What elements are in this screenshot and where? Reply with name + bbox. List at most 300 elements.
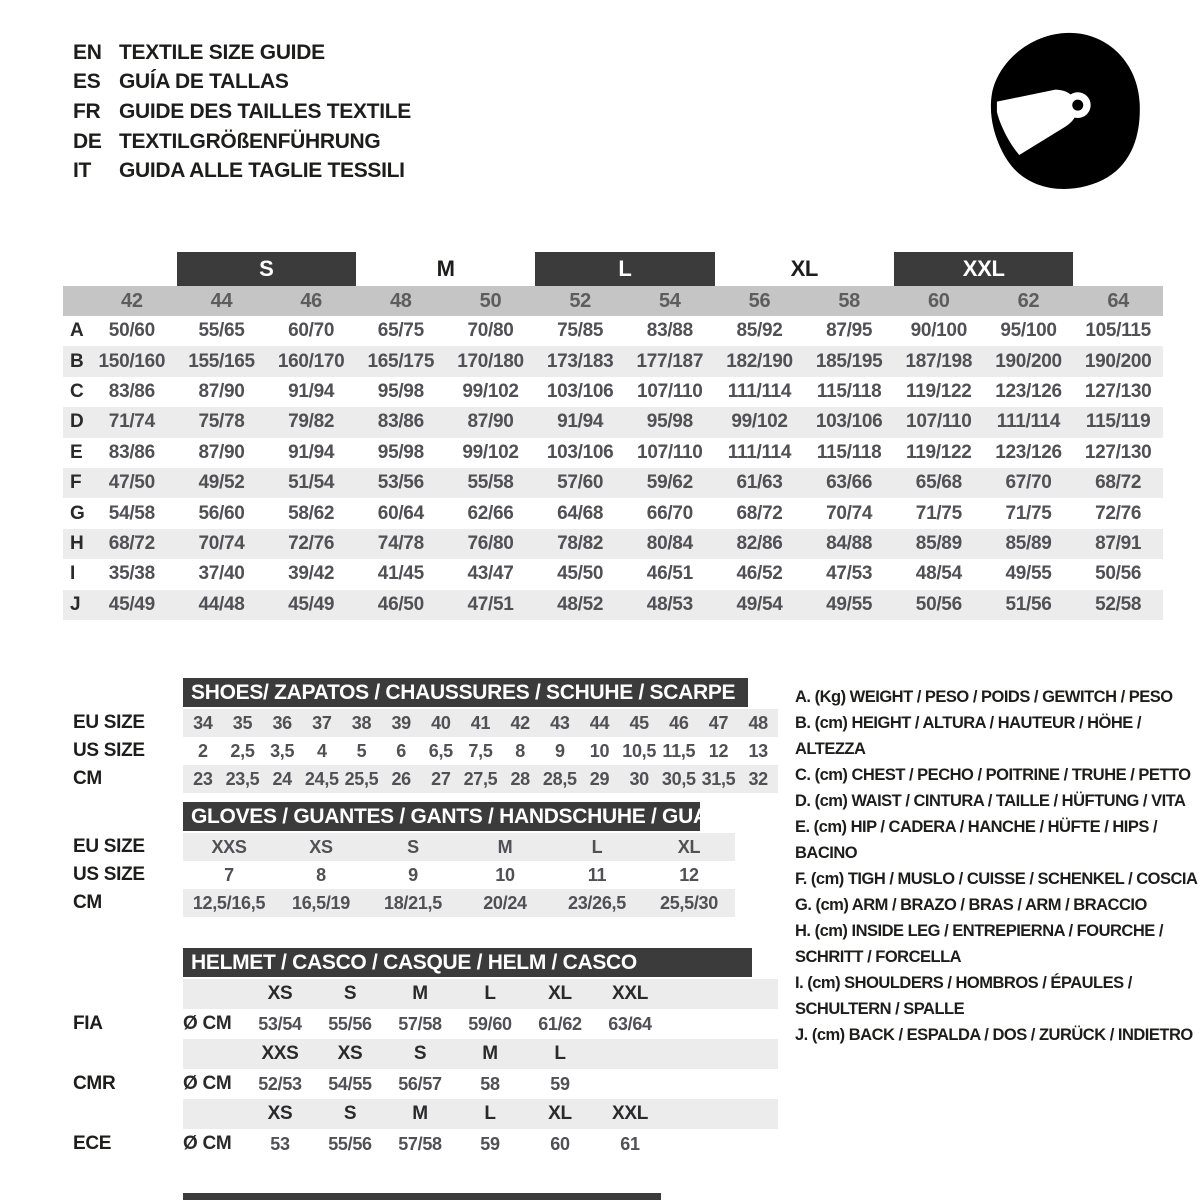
size-value: 12,5/16,5 [192,892,266,913]
size-value: 83/86 [108,380,155,402]
size-value: 34 [193,712,213,733]
size-value: 111/114 [996,411,1061,433]
unit-spacer [183,1099,245,1129]
numeric-size: 46 [300,289,322,312]
textile-measure-table [63,316,1163,620]
size-value: 68/72 [108,532,155,554]
helmet-size-label: XL [548,1103,572,1124]
size-value: 160/170 [277,350,345,372]
language-code: IT [73,159,92,183]
row-values [183,737,778,765]
size-value: 50/60 [108,320,155,342]
row-letter: H [70,532,84,554]
helmet-section-header: HELMET / CASCO / CASQUE / HELM / CASCO [183,948,752,977]
shoes-section-header: SHOES/ ZAPATOS / CHAUSSURES / SCHUHE / SCARPE [183,678,748,707]
size-value: 50/56 [1095,563,1142,585]
guide-title: GUÍA DE TALLAS [119,70,289,94]
measurement-legend [795,684,1200,1048]
size-value: 61 [620,1133,640,1154]
size-value: 23,5 [225,768,260,789]
size-value: 44 [589,712,610,733]
size-value: 95/98 [646,411,693,433]
size-value: 10,5 [622,740,657,761]
size-value: 57/58 [398,1133,442,1154]
size-value: 115/118 [816,380,882,402]
unit-spacer [183,1039,245,1069]
size-value: 57/60 [557,472,604,494]
helmet-size-row-cmr [73,1039,778,1069]
legend-item-b: B. (cm) HEIGHT / ALTURA / HAUTEUR / HÖHE / ALTEZZA [795,714,1141,758]
glovesRows-row [73,889,735,917]
shoesRows-row [73,709,778,737]
size-value: 11 [587,864,607,885]
size-value: 35/38 [108,563,155,585]
unit-spacer [183,979,245,1009]
row-values [183,1009,778,1039]
size-value: 43 [550,712,570,733]
size-value: 123/126 [995,441,1062,463]
helmet-size-label: XXL [611,983,649,1004]
size-value: 54/55 [328,1073,372,1094]
row-sizes [183,1099,778,1129]
standard-name: FIA [73,1013,103,1034]
measure-row-E [63,438,1163,468]
guide-title: GUIDA ALLE TAGLIE TESSILI [119,159,405,183]
size-value: 185/195 [815,350,883,372]
size-value: 87/90 [198,380,245,402]
size-value: 55/56 [328,1013,372,1034]
size-value: 70/74 [198,532,245,554]
size-value: 5 [356,740,367,761]
size-value: 37/40 [198,563,245,585]
size-value: 80/84 [646,532,693,554]
size-value: 10 [589,740,610,761]
size-value: 4 [316,740,327,761]
size-value: 23 [193,768,213,789]
gloves-table [73,833,735,917]
size-value: 72/76 [288,532,335,554]
helmet-size-label: M [412,983,428,1004]
size-value: 123/126 [995,380,1062,402]
size-value: 127/130 [1084,441,1152,463]
size-value: 12 [679,864,699,885]
helmet-value-row-ece [73,1129,778,1159]
helmet-size-label: S [413,1043,427,1064]
size-value: 82/86 [736,532,783,554]
measure-row-C [63,377,1163,407]
language-row [73,97,411,127]
size-group-s: S [177,252,356,286]
size-value: 41 [470,712,491,733]
legend-item-g: G. (cm) ARM / BRAZO / BRAS / ARM / BRACCIO [795,896,1147,914]
size-value: 2 [197,740,208,761]
size-value: 46/50 [377,593,424,615]
size-value: 67/70 [1005,472,1052,494]
size-value: 54/58 [108,502,155,524]
legend-item-i: I. (cm) SHOULDERS / HOMBROS / ÉPAULES / SCHULTERN / SPALLE [795,974,1132,1018]
size-value: 30 [629,768,649,789]
size-value: 58/62 [288,502,335,524]
language-row [73,68,411,98]
row-label: US SIZE [73,740,145,761]
row-letter: G [70,502,85,524]
diameter-unit: Ø CM [183,1073,232,1094]
size-value: 30,5 [661,768,696,789]
size-value: 25,5 [344,768,379,789]
row-letter: E [70,441,83,463]
size-value: 79/82 [288,411,335,433]
size-value: 40 [431,712,451,733]
standard-name: ECE [73,1133,112,1154]
helmet-size-label: XS [267,983,293,1004]
standard-name: CMR [73,1073,116,1094]
legend-item-j: J. (cm) BACK / ESPALDA / DOS / ZURÜCK / INDIETRO [795,1026,1193,1044]
size-value: 59 [480,1133,500,1154]
legend-item-c: C. (cm) CHEST / PECHO / POITRINE / TRUHE / PETTO [795,766,1191,784]
row-label [73,979,183,1009]
size-value: 60 [550,1133,570,1154]
size-value: XL [677,836,701,857]
size-value: 182/190 [726,350,793,372]
size-value: 115/119 [1085,411,1151,433]
size-value: 27 [431,768,451,789]
helmet-size-label: XXL [611,1103,649,1124]
size-value: 53/56 [377,472,424,494]
helmet-size-label: S [343,1103,357,1124]
helmet-table [73,979,778,1159]
size-value: 8 [316,864,326,885]
size-value: 52/53 [258,1073,302,1094]
size-value: 44/48 [198,593,245,615]
numeric-size: 62 [1017,289,1040,312]
measure-row-F [63,468,1163,498]
guide-title: TEXTILE SIZE GUIDE [119,40,325,64]
helmet-size-label: XL [548,983,572,1004]
size-value: 85/89 [915,532,962,554]
language-header [73,38,411,186]
size-value: 91/94 [288,380,335,402]
size-value: 187/198 [905,350,973,372]
size-value: 36 [272,712,292,733]
numeric-size: 48 [389,289,412,312]
guide-title: TEXTILGRÖßENFÜHRUNG [119,129,381,153]
size-value: 58 [480,1073,500,1094]
row-label [73,1099,183,1129]
size-value: 64/68 [557,502,604,524]
size-value: 25,5/30 [660,892,718,913]
size-value: 103/106 [546,380,614,402]
size-value: 46/52 [736,563,783,585]
numeric-size: 56 [748,289,771,312]
row-values [183,1129,778,1159]
size-value: 107/110 [637,441,703,463]
helmet-size-row-ece [73,1099,778,1129]
size-value: 27,5 [463,768,498,789]
size-value: 38 [351,712,372,733]
language-row [73,127,411,157]
glovesRows-row [73,833,735,861]
size-value: 63/66 [826,472,873,494]
size-value: 91/94 [557,411,604,433]
size-value: 70/74 [826,502,873,524]
measure-row-D [63,407,1163,437]
size-value: 48/54 [915,563,962,585]
size-group-l: L [535,252,714,286]
numeric-size: 64 [1107,289,1129,312]
row-values [183,765,778,793]
size-value: 72/76 [1095,502,1142,524]
shoesRows-row [73,737,778,765]
size-value: 83/86 [377,411,424,433]
size-group-xl: XL [790,256,819,281]
helmet-size-label: M [412,1103,428,1124]
helmet-size-label: L [484,1103,496,1124]
size-value: 65/75 [377,320,424,342]
size-value: 61/62 [538,1013,582,1034]
size-value: 24,5 [304,768,339,789]
size-value: 190/200 [1084,350,1152,372]
size-value: 10 [495,864,515,885]
size-value: 85/89 [1005,532,1052,554]
size-value: 71/75 [1005,502,1052,524]
glovesRows-row [73,861,735,889]
shoes-table [73,709,778,793]
row-label: US SIZE [73,864,145,885]
size-value: 61/63 [736,472,783,494]
row-values [183,889,735,917]
size-value: 90/100 [910,320,967,342]
helmet-size-label: S [343,983,357,1004]
size-value: 56/60 [198,502,245,524]
size-value: 59/60 [468,1013,512,1034]
size-value: 32 [748,768,768,789]
measure-row-I [63,559,1163,589]
row-letter: B [70,350,84,372]
size-value: 85/92 [736,320,783,342]
size-value: 55/58 [467,472,514,494]
measure-row-H [63,529,1163,559]
size-value: 9 [554,740,565,761]
size-value: 45/49 [108,593,155,615]
size-group-band [63,252,1163,286]
size-value: 127/130 [1084,380,1152,402]
size-value: 47/53 [826,563,873,585]
guide-title: GUIDE DES TAILLES TEXTILE [119,99,411,123]
language-code: EN [73,40,102,64]
size-value: 39/42 [288,563,335,585]
legend-item-a: A. (Kg) WEIGHT / PESO / POIDS / GEWITCH / PESO [795,688,1173,706]
size-value: 7,5 [468,740,493,761]
size-value: 150/160 [98,350,166,372]
size-value: 76/80 [467,532,514,554]
shoesRows-row [73,765,778,793]
size-value: 47/51 [467,593,514,615]
size-value: 53/54 [258,1013,302,1034]
size-value: 119/122 [906,380,972,402]
language-row [73,38,411,68]
size-value: 39 [391,712,411,733]
size-value: 87/90 [467,411,514,433]
row-label: CM [73,892,102,913]
size-value: 173/183 [546,350,614,372]
size-value: 60/64 [377,502,424,524]
cropped-section-bar [183,1193,661,1200]
measure-row-G [63,498,1163,528]
size-value: 13 [748,740,768,761]
size-value: S [407,836,419,857]
legend-item-d: D. (cm) WAIST / CINTURA / TAILLE / HÜFTUNG / VITA [795,792,1186,810]
row-values [183,1069,778,1099]
helmet-size-label: XS [337,1043,363,1064]
size-value: 75/85 [557,320,604,342]
size-value: 16,5/19 [292,892,350,913]
size-value: 45/50 [557,563,604,585]
size-value: 99/102 [462,380,519,402]
size-value: 84/88 [826,532,873,554]
size-value: 95/98 [377,380,424,402]
numeric-size: 54 [658,289,681,312]
size-value: 59 [550,1073,570,1094]
size-value: 45 [629,712,649,733]
size-value: 3,5 [270,740,295,761]
row-label [73,1039,183,1069]
size-value: XXS [211,836,247,857]
size-value: 87/91 [1095,532,1142,554]
size-value: 29 [589,768,610,789]
size-value: 12 [708,740,729,761]
measure-row-A [63,316,1163,346]
size-value: 11,5 [662,740,696,761]
size-value: M [497,836,513,857]
row-values [183,709,778,737]
size-value: 71/74 [108,411,155,433]
size-value: 56/57 [398,1073,442,1094]
row-letter: I [70,563,75,585]
size-value: 105/115 [1085,320,1151,342]
size-value: 70/80 [467,320,514,342]
size-value: 68/72 [736,502,783,524]
size-value: 41/45 [377,563,424,585]
numeric-size: 58 [838,289,860,312]
size-value: 49/55 [826,593,873,615]
helmet-value-row-fia [73,1009,778,1039]
size-value: 165/175 [367,350,435,372]
row-letter: F [70,472,82,494]
size-value: 83/88 [646,320,693,342]
size-value: 8 [515,740,526,761]
size-value: 49/52 [198,472,245,494]
row-label: CM [73,768,102,789]
size-value: 68/72 [1095,472,1142,494]
size-value: 55/56 [328,1133,372,1154]
size-value: 87/90 [198,441,245,463]
row-label: EU SIZE [73,712,145,733]
size-value: 91/94 [288,441,335,463]
size-value: 48 [748,712,768,733]
helmet-size-label: XXS [261,1043,299,1064]
diameter-unit: Ø CM [183,1013,232,1034]
size-value: 74/78 [377,532,424,554]
language-code: ES [73,70,101,94]
size-value: 87/95 [826,320,873,342]
size-value: 99/102 [731,411,788,433]
helmet-value-row-cmr [73,1069,778,1099]
numeric-size: 44 [210,289,233,312]
size-value: 155/165 [188,350,255,372]
row-values [183,833,735,861]
size-value: L [591,836,603,857]
size-value: 31,5 [701,768,736,789]
size-value: 59/62 [646,472,693,494]
size-value: 53 [270,1133,290,1154]
size-group-xxl: XXL [894,252,1073,286]
size-value: 23/26,5 [568,892,626,913]
language-code: FR [73,99,101,123]
size-value: 78/82 [557,532,604,554]
size-value: 42 [510,712,530,733]
row-sizes [183,979,778,1009]
numeric-size: 50 [479,289,502,312]
helmet-size-label: L [484,983,496,1004]
size-value: 75/78 [198,411,245,433]
size-value: 6 [396,740,407,761]
size-value: 190/200 [995,350,1062,372]
size-value: 115/118 [816,441,882,463]
language-code: DE [73,129,102,153]
size-value: 46/51 [646,563,693,585]
size-value: 51/54 [288,472,335,494]
racing-helmet-icon [978,26,1150,198]
size-value: 103/106 [546,441,614,463]
size-value: 37 [312,712,332,733]
gloves-section-header: GLOVES / GUANTES / GANTS / HANDSCHUHE / GUANTI [183,802,700,831]
size-value: 170/180 [457,350,524,372]
numeric-size: 42 [121,289,143,312]
size-value: 2,5 [230,740,255,761]
size-value: 95/98 [377,441,424,463]
size-value: 63/64 [608,1013,652,1034]
size-value: 26 [391,768,411,789]
row-label: EU SIZE [73,836,145,857]
size-value: 111/114 [727,441,792,463]
size-value: 55/65 [198,320,245,342]
size-value: 49/55 [1005,563,1052,585]
size-value: 18/21,5 [384,892,442,913]
size-value: 99/102 [462,441,519,463]
size-value: 111/114 [727,380,792,402]
size-value: 7 [224,864,234,885]
legend-item-f: F. (cm) TIGH / MUSLO / CUISSE / SCHENKEL / COSCIA [795,870,1198,888]
measure-row-B [63,346,1163,376]
row-sizes [183,1039,778,1069]
size-value: 43/47 [467,563,514,585]
size-value: 71/75 [915,502,962,524]
helmet-size-label: XS [267,1103,293,1124]
size-value: 95/100 [1000,320,1057,342]
size-value: 35 [232,712,253,733]
size-value: 50/56 [915,593,962,615]
size-value: 62/66 [467,502,514,524]
size-value: 28 [510,768,530,789]
size-value: 20/24 [483,892,527,913]
size-value: 45/49 [288,593,335,615]
size-value: 119/122 [906,441,972,463]
size-value: XS [309,836,333,857]
row-values [183,861,735,889]
size-value: 66/70 [646,502,693,524]
numeric-size-strip [63,286,1163,316]
row-letter: D [70,411,84,433]
